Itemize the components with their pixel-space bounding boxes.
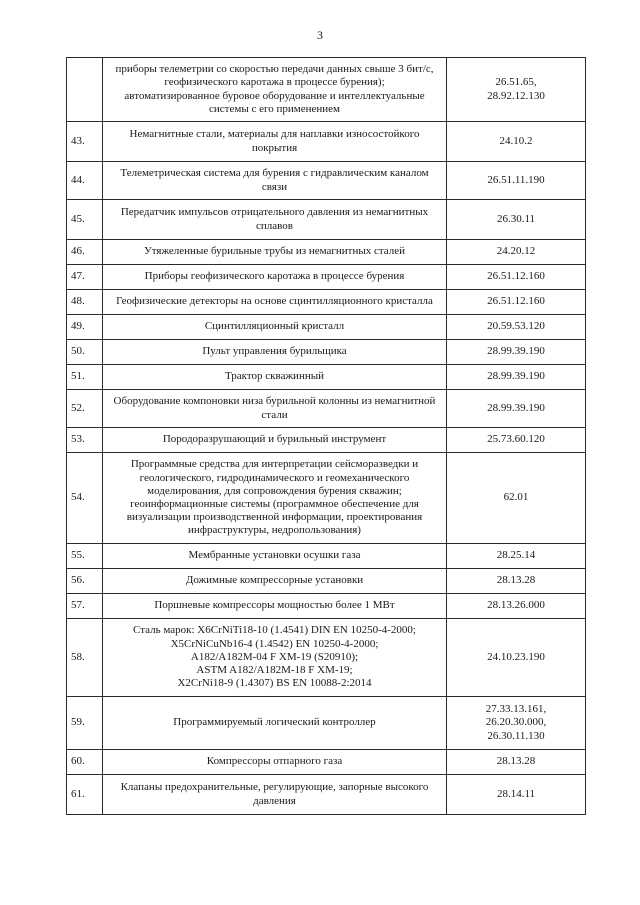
table-row (67, 453, 586, 544)
product-name-line: Поршневые компрессоры мощностью более 1 МВт (154, 599, 395, 612)
product-name-line: Приборы геофизического каротажа в процессе бурения (144, 270, 405, 283)
products-table (66, 57, 586, 815)
product-name-line: Сталь марок: X6CrNiTi18-10 (1.4541) DIN EN 10250-4-2000; (133, 624, 416, 637)
table-row (67, 240, 586, 265)
product-name-line: системы с его применением (209, 102, 340, 115)
okpd-code-line: 28.14.11 (496, 787, 536, 800)
okpd-code (447, 544, 586, 569)
okpd-code (447, 265, 586, 290)
table-row (67, 290, 586, 315)
row-number: 61. (67, 775, 103, 815)
product-name-line: ASTM A182/A182M-18 F XM-19; (196, 664, 353, 677)
row-number: 59. (67, 697, 103, 750)
product-name-line: давления (253, 794, 296, 807)
product-name (103, 265, 447, 290)
table-row (67, 122, 586, 162)
product-name-line: Программируемый логический контроллер (173, 716, 376, 729)
row-number: 54. (67, 453, 103, 544)
row-number: 56. (67, 569, 103, 594)
table-row (67, 544, 586, 569)
product-name-line: X2CrNi18-9 (1.4307) BS EN 10088-2:2014 (177, 677, 372, 690)
okpd-code-line: 26.51.11.190 (487, 173, 545, 186)
table-row (67, 340, 586, 365)
product-name-line: Дожимные компрессорные установки (185, 574, 364, 587)
row-number: 58. (67, 619, 103, 697)
table-row (67, 390, 586, 428)
product-name-line: Сцинтилляционный кристалл (204, 320, 345, 333)
table-row (67, 365, 586, 390)
product-name-line: сплавов (256, 219, 293, 232)
product-name (103, 200, 447, 240)
table-row (67, 428, 586, 453)
table-row (67, 750, 586, 775)
table-row (67, 594, 586, 619)
okpd-code (447, 58, 586, 122)
okpd-code-line: 28.13.26.000 (487, 599, 545, 612)
okpd-code-line: 26.30.11.130 (487, 729, 545, 742)
okpd-code-line: 20.59.53.120 (487, 320, 545, 333)
product-name-line: Передатчик импульсов отрицательного давления из немагнитных (120, 206, 429, 219)
product-name-line: A182/A182M-04 F XM-19 (S20910); (190, 650, 359, 663)
product-name-line: X5CrNiCuNb16-4 (1.4542) EN 10250-4-2000; (170, 637, 379, 650)
product-name-line: автоматизированное буровое оборудование и интеллектуальные (124, 89, 425, 102)
product-name (103, 290, 447, 315)
product-name-line: Оборудование компоновки низа бурильной колонны из немагнитной (113, 395, 436, 408)
okpd-code-line: 27.33.13.161, (485, 703, 547, 716)
product-name-line: стали (261, 408, 288, 421)
product-name (103, 58, 447, 122)
product-name-line: инфраструктуры, недропользования) (188, 524, 361, 537)
okpd-code (447, 240, 586, 265)
product-name-line: Компрессоры отпарного газа (206, 755, 343, 768)
okpd-code-line: 26.51.65, (495, 76, 537, 89)
table-row (67, 569, 586, 594)
product-name-line: покрытия (251, 141, 298, 154)
table-row (67, 697, 586, 750)
okpd-code (447, 340, 586, 365)
product-name (103, 365, 447, 390)
page-number: 3 (317, 28, 323, 42)
okpd-code (447, 428, 586, 453)
okpd-code-line: 28.92.12.130 (487, 89, 545, 102)
okpd-code (447, 453, 586, 544)
product-name-line: Утяжеленные бурильные трубы из немагнитных сталей (143, 245, 406, 258)
product-name-line: геофизического каротажа в процессе бурения); (164, 76, 385, 89)
okpd-code-line: 24.10.2 (499, 134, 533, 147)
product-name (103, 453, 447, 544)
okpd-code (447, 594, 586, 619)
product-name (103, 569, 447, 594)
okpd-code (447, 750, 586, 775)
okpd-code-line: 28.99.39.190 (487, 401, 545, 414)
okpd-code-line: 28.99.39.190 (487, 345, 545, 358)
okpd-code-line: 24.10.23.190 (487, 650, 545, 663)
okpd-code-line: 26.30.11 (496, 212, 536, 225)
row-number: 44. (67, 162, 103, 200)
okpd-code-line: 28.13.28 (496, 755, 536, 768)
row-number: 47. (67, 265, 103, 290)
row-number: 53. (67, 428, 103, 453)
product-name-line: геологического, гидродинамического и геомеханического (139, 471, 410, 484)
okpd-code (447, 122, 586, 162)
product-name-line: Программные средства для интерпретации сейсморазведки и (130, 458, 419, 471)
product-name (103, 544, 447, 569)
okpd-code-line: 26.51.12.160 (487, 295, 545, 308)
okpd-code (447, 775, 586, 815)
product-name-line: геоинформационные системы (программное обеспечение для (130, 498, 419, 510)
row-number: 49. (67, 315, 103, 340)
okpd-code-line: 28.99.39.190 (487, 370, 545, 383)
product-name-line: связи (261, 180, 288, 193)
row-number: 60. (67, 750, 103, 775)
row-number: 43. (67, 122, 103, 162)
okpd-code-line: 25.73.60.120 (487, 433, 545, 446)
product-name-line: приборы телеметрии со скоростью передачи данных свыше 3 бит/с, (115, 63, 434, 76)
okpd-code-line: 26.20.30.000, (485, 716, 547, 729)
product-name (103, 340, 447, 365)
product-name (103, 315, 447, 340)
okpd-code (447, 162, 586, 200)
product-name-line: Клапаны предохранительные, регулирующие, запорные высокого (120, 781, 429, 794)
table-row (67, 200, 586, 240)
okpd-code-line: 62.01 (503, 491, 529, 504)
products-table-body (67, 58, 586, 815)
row-number: 57. (67, 594, 103, 619)
product-name-line: Телеметрическая система для бурения с гидравлическим каналом (120, 167, 429, 180)
okpd-code (447, 569, 586, 594)
product-name-line: Мембранные установки осушки газа (188, 549, 361, 562)
product-name (103, 428, 447, 453)
product-name (103, 619, 447, 697)
table-row (67, 315, 586, 340)
okpd-code-line: 24.20.12 (496, 245, 536, 258)
okpd-code-line: 28.25.14 (496, 549, 536, 562)
table-row (67, 775, 586, 815)
okpd-code (447, 390, 586, 428)
product-name (103, 122, 447, 162)
product-name (103, 390, 447, 428)
product-name-line: Немагнитные стали, материалы для наплавки износостойкого (129, 128, 420, 141)
product-name (103, 750, 447, 775)
row-number: 46. (67, 240, 103, 265)
product-name-line: визуализации производственной информации, проектирования (126, 511, 423, 524)
table-row (67, 58, 586, 122)
row-number: 51. (67, 365, 103, 390)
okpd-code (447, 365, 586, 390)
table-row (67, 265, 586, 290)
row-number: 45. (67, 200, 103, 240)
product-name (103, 162, 447, 200)
product-name-line: моделирования, для сопровождения бурения скважин; (147, 484, 402, 497)
okpd-code (447, 619, 586, 697)
product-name-line: Породоразрушающий и бурильный инструмент (162, 433, 387, 446)
product-name (103, 240, 447, 265)
okpd-code (447, 315, 586, 340)
okpd-code (447, 697, 586, 750)
okpd-code (447, 290, 586, 315)
product-name (103, 697, 447, 750)
product-name-line: Пульт управления бурильщика (202, 345, 347, 358)
okpd-code (447, 200, 586, 240)
okpd-code-line: 28.13.28 (496, 574, 536, 587)
product-name (103, 775, 447, 815)
product-name-line: Геофизические детекторы на основе сцинтилляционного кристалла (116, 295, 433, 308)
table-row (67, 619, 586, 697)
product-name-line: Трактор скважинный (225, 370, 324, 383)
row-number: 48. (67, 290, 103, 315)
row-number: 52. (67, 390, 103, 428)
okpd-code-line: 26.51.12.160 (487, 270, 545, 283)
row-number: 50. (67, 340, 103, 365)
row-number: 55. (67, 544, 103, 569)
row-number (67, 58, 103, 122)
table-row (67, 162, 586, 200)
product-name (103, 594, 447, 619)
